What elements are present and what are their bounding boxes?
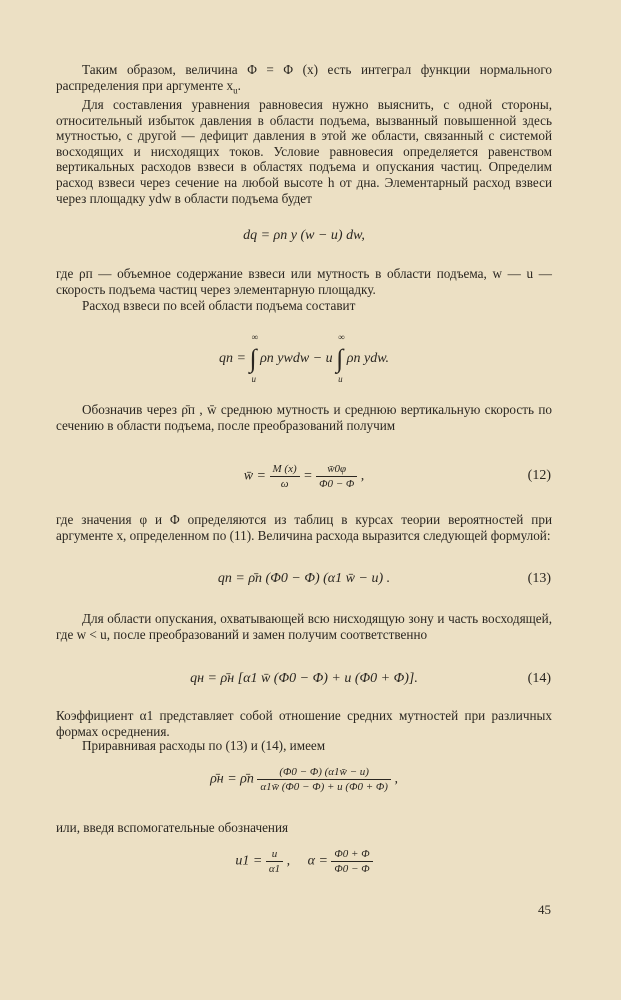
page-number: 45 <box>538 902 551 917</box>
paragraph-10: или, введя вспомогательные обозначения <box>56 820 289 835</box>
equation-15: ρ̄н = ρ̄п $\frac{(\Phi 0 - \Phi) (\alpha 1w̄ - u)}{\alpha 1w̄ (\Phi 0 - \Phi) + u (\Phi 0 + \Phi)}$ , <box>210 766 398 793</box>
equation-qp-integral: qп = ∫ ∞ u ρп ywdw − u ∫ ∞ u ρп ydw. <box>219 332 389 384</box>
equation-number-12: (12) <box>527 468 551 483</box>
equation-12: w̄ = $\frac{M (x)}{\omega}$ = $\frac{w̄0\varphi}{\Phi 0 - \Phi}$ , <box>243 463 365 490</box>
paragraph-9: Приравнивая расходы по (13) и (14), имеем <box>82 738 326 753</box>
paragraph-5: Обозначив через ρ̄п , w̄ среднюю мутность и среднюю вертикальную скорость по сечению в области подъема, после преобразований получим <box>56 402 552 433</box>
paragraph-7: Для области опускания, охватывающей всю нисходящую зону и часть восходящей, где w < u, после преобразований и замен получим соответственно <box>56 611 552 642</box>
paragraph-8: Коэффициент α1 представляет собой отношение средних мутностей при различных формах осреднения. <box>56 708 552 739</box>
equation-13: qп = ρ̄п (Φ0 − Φ) (α1 w̄ − u) . <box>217 571 391 586</box>
paragraph-2: Для составления уравнения равновесия нужно выяснить, с одной стороны, относительный избыток давления в области подъема, вызванный повышенной здесь мутностью, с другой — дефицит давления в этой же области, связанный с системой восходящих и нисходящих токов. Условие равновесия определяется равенством вертикальных расходов взвеси в областях подъема и опускания частиц. Определим расход взвеси через сечение на любой высоте h от дна. Элементарный расход взвеси через площадку ydw в области подъема будет <box>56 97 552 206</box>
equation-14: qн = ρ̄н [α1 w̄ (Φ0 − Φ) + u (Φ0 + Φ)]. <box>190 671 418 686</box>
paragraph-1: Таким образом, величина Φ = Φ (x) есть интеграл функции нормального распределения при аргументе $x_u$. <box>56 62 552 96</box>
paragraph-4: Расход взвеси по всей области подъема составит <box>82 298 356 313</box>
integral-sign: ∫ ∞ u <box>336 332 345 384</box>
equation-16: u1 = $\frac{u}{\alpha 1}$ , α = $\frac{\Phi 0 + \Phi}{\Phi 0 - \Phi}$ <box>56 847 552 876</box>
equation-number-13: (13) <box>527 571 551 586</box>
paragraph-6: где значения φ и Φ определяются из таблиц в курсах теории вероятностей при аргументе x, определенном по (11). Величина расхода выразится следующей формулой: <box>56 512 552 543</box>
equation-dq: dq = ρп y (w − u) dw, <box>243 228 365 243</box>
integral-sign: ∫ ∞ u <box>249 332 258 384</box>
equation-number-14: (14) <box>527 671 551 686</box>
paragraph-3: где ρп — объемное содержание взвеси или мутность в области подъема, w — u — скорость подъема частиц через элементарную площадку. <box>56 266 552 297</box>
